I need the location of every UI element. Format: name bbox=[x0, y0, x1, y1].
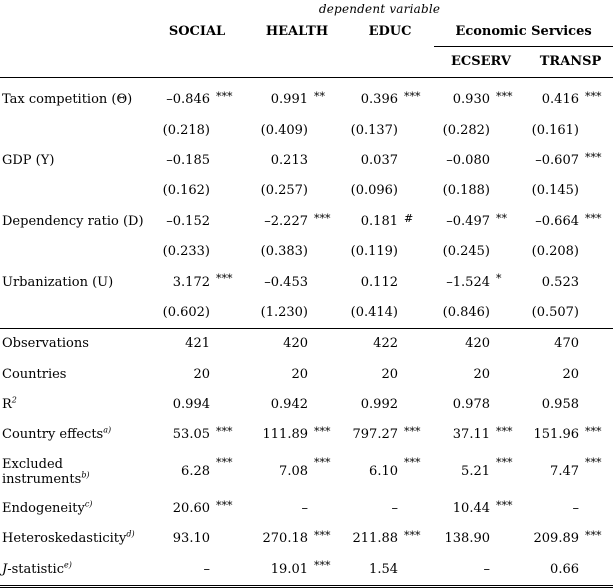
standard-error-value: (0.208) bbox=[531, 244, 579, 260]
significance-marker bbox=[210, 524, 248, 554]
statistic-value: 53.05 bbox=[172, 427, 210, 443]
standard-error-value: (0.161) bbox=[531, 122, 579, 138]
statistic-value: 0.994 bbox=[172, 397, 210, 413]
row-label-text: Excluded instruments bbox=[2, 457, 82, 488]
row-label-text: Heteroskedasticity bbox=[2, 531, 127, 547]
statistic-value: 20 bbox=[473, 366, 490, 382]
significance-empty bbox=[490, 176, 528, 206]
significance-marker bbox=[308, 360, 346, 390]
standard-error-value: (0.409) bbox=[260, 122, 308, 138]
column-header-transp: TRANSP bbox=[539, 54, 602, 69]
statistic-value: 1.54 bbox=[346, 554, 398, 586]
statistic-value: 422 bbox=[346, 329, 398, 360]
significance-marker: *** bbox=[216, 425, 233, 439]
significance-empty bbox=[490, 298, 528, 329]
standard-error-value: (0.602) bbox=[162, 304, 210, 320]
coefficient-value: –0.607 bbox=[535, 152, 579, 168]
coefficient-value: –0.080 bbox=[446, 152, 490, 168]
significance-empty bbox=[398, 298, 434, 329]
standard-error-value: (0.137) bbox=[350, 122, 398, 138]
significance-marker: * bbox=[496, 272, 502, 286]
significance-marker: *** bbox=[216, 455, 233, 469]
significance-marker: *** bbox=[496, 455, 513, 469]
significance-marker: *** bbox=[496, 498, 513, 512]
significance-marker bbox=[579, 390, 613, 420]
significance-marker bbox=[308, 494, 346, 524]
column-header-social: SOCIAL bbox=[168, 24, 226, 40]
standard-error-row bbox=[0, 298, 613, 329]
significance-marker: *** bbox=[216, 90, 233, 103]
row-label bbox=[0, 554, 146, 586]
row-label-superscript: b) bbox=[81, 470, 90, 480]
significance-empty bbox=[210, 237, 248, 267]
standard-error-value: (1.230) bbox=[260, 304, 308, 320]
row-label bbox=[0, 420, 146, 450]
coefficient-row bbox=[0, 267, 613, 297]
standard-error-value: (0.096) bbox=[350, 183, 398, 199]
statistic-value: 270.18 bbox=[262, 531, 308, 547]
row-label-text: R bbox=[2, 397, 12, 413]
coefficient-row bbox=[0, 207, 613, 237]
significance-marker: *** bbox=[585, 425, 602, 439]
significance-marker: *** bbox=[585, 90, 602, 103]
row-label-empty bbox=[0, 298, 146, 329]
significance-empty bbox=[210, 176, 248, 206]
significance-marker: *** bbox=[404, 455, 421, 469]
significance-marker bbox=[579, 329, 613, 360]
significance-marker bbox=[210, 207, 248, 237]
significance-marker: *** bbox=[216, 272, 233, 286]
significance-empty bbox=[210, 115, 248, 145]
statistic-row bbox=[0, 329, 613, 360]
coefficient-value: –0.152 bbox=[166, 213, 210, 229]
row-label-empty bbox=[0, 237, 146, 267]
significance-marker: *** bbox=[496, 90, 513, 103]
significance-marker: *** bbox=[314, 529, 331, 543]
statistic-value: 151.96 bbox=[533, 427, 579, 443]
significance-empty bbox=[308, 237, 346, 267]
standard-error-value: (0.188) bbox=[442, 183, 490, 199]
standard-error-row bbox=[0, 115, 613, 145]
significance-marker: ** bbox=[314, 90, 325, 103]
standard-error-value: (0.145) bbox=[531, 183, 579, 199]
statistic-value: 420 bbox=[248, 329, 308, 360]
statistic-value: 0.978 bbox=[452, 397, 490, 413]
significance-marker bbox=[490, 146, 528, 176]
coefficient-value: –0.453 bbox=[264, 274, 308, 290]
significance-empty bbox=[490, 115, 528, 145]
standard-error-value: (0.162) bbox=[162, 183, 210, 199]
significance-marker bbox=[210, 146, 248, 176]
row-label-superscript: e) bbox=[63, 560, 72, 570]
statistic-value: 37.11 bbox=[452, 427, 490, 443]
significance-marker bbox=[210, 390, 248, 420]
significance-marker: *** bbox=[404, 425, 421, 439]
statistic-value: 211.88 bbox=[352, 531, 398, 547]
row-label bbox=[0, 451, 146, 494]
dependent-variable-caption: dependent variable bbox=[318, 2, 441, 16]
significance-marker bbox=[308, 146, 346, 176]
coefficient-row bbox=[0, 146, 613, 176]
significance-marker bbox=[579, 360, 613, 390]
significance-marker bbox=[398, 494, 434, 524]
statistic-value: – bbox=[146, 554, 210, 586]
statistic-value: 20.60 bbox=[172, 500, 210, 516]
row-label-text: Countries bbox=[2, 366, 67, 382]
standard-error-value: (0.218) bbox=[162, 122, 210, 138]
statistic-row bbox=[0, 494, 613, 524]
significance-marker bbox=[210, 360, 248, 390]
statistic-row bbox=[0, 360, 613, 390]
statistic-row bbox=[0, 420, 613, 450]
statistic-value: 797.27 bbox=[352, 427, 398, 443]
row-label: Tax competition (Θ) bbox=[2, 92, 133, 108]
coefficient-value: 0.930 bbox=[452, 92, 490, 108]
row-label-text: Observations bbox=[2, 336, 89, 352]
significance-empty bbox=[308, 115, 346, 145]
coefficient-value: –0.497 bbox=[446, 213, 490, 229]
row-label-superscript: d) bbox=[126, 529, 135, 539]
standard-error-row bbox=[0, 176, 613, 206]
statistic-row bbox=[0, 451, 613, 494]
significance-marker bbox=[398, 554, 434, 586]
row-label-superscript: a) bbox=[103, 426, 112, 436]
significance-marker bbox=[490, 360, 528, 390]
significance-marker bbox=[398, 146, 434, 176]
standard-error-value: (0.245) bbox=[442, 244, 490, 260]
row-label: Urbanization (U) bbox=[2, 274, 114, 290]
statistic-value: 6.28 bbox=[181, 464, 210, 480]
standard-error-value: (0.846) bbox=[442, 304, 490, 320]
significance-empty bbox=[398, 176, 434, 206]
significance-marker: *** bbox=[314, 455, 331, 469]
significance-marker: *** bbox=[585, 150, 602, 164]
statistic-value: 209.89 bbox=[533, 531, 579, 547]
significance-empty bbox=[308, 298, 346, 329]
coefficient-value: –1.524 bbox=[446, 274, 490, 290]
statistic-value: 470 bbox=[528, 329, 579, 360]
column-header-health: HEALTH bbox=[265, 24, 329, 40]
significance-marker: *** bbox=[404, 90, 421, 103]
row-label bbox=[0, 329, 146, 360]
statistic-value: 0.958 bbox=[541, 397, 579, 413]
column-header-educ: EDUC bbox=[368, 24, 412, 40]
significance-marker bbox=[398, 360, 434, 390]
statistic-value: 0.992 bbox=[360, 397, 398, 413]
row-label-italic: J bbox=[2, 561, 8, 577]
coefficient-value: 0.416 bbox=[541, 92, 579, 108]
coefficient-value: 0.991 bbox=[270, 92, 308, 108]
significance-marker bbox=[398, 267, 434, 297]
significance-empty bbox=[579, 176, 613, 206]
coefficient-value: –0.185 bbox=[166, 152, 210, 168]
significance-marker bbox=[490, 554, 528, 586]
significance-empty bbox=[308, 176, 346, 206]
statistic-value: 111.89 bbox=[262, 427, 308, 443]
statistic-value: 20 bbox=[562, 366, 579, 382]
significance-empty bbox=[398, 237, 434, 267]
significance-marker: *** bbox=[308, 554, 346, 586]
statistic-value: 0.66 bbox=[528, 554, 579, 586]
statistic-value: 20 bbox=[193, 366, 210, 382]
statistic-value: 7.08 bbox=[279, 464, 308, 480]
significance-empty bbox=[398, 115, 434, 145]
row-label-text: Endogeneity bbox=[2, 500, 85, 516]
statistic-value: 421 bbox=[146, 329, 210, 360]
standard-error-value: (0.257) bbox=[260, 183, 308, 199]
statistic-row bbox=[0, 524, 613, 554]
significance-marker: *** bbox=[404, 529, 421, 543]
significance-marker: *** bbox=[314, 425, 331, 439]
standard-error-value: (0.119) bbox=[350, 244, 398, 260]
row-label bbox=[0, 524, 146, 554]
coefficient-value: –0.846 bbox=[166, 92, 210, 108]
significance-marker bbox=[490, 524, 528, 554]
statistic-value: 0.942 bbox=[270, 397, 308, 413]
significance-marker bbox=[308, 267, 346, 297]
significance-marker: *** bbox=[585, 529, 602, 543]
coefficient-value: 0.523 bbox=[541, 274, 579, 290]
row-label-text: Country effects bbox=[2, 427, 104, 443]
statistic-value: 19.01 bbox=[248, 554, 308, 586]
row-label-superscript: 2 bbox=[11, 395, 17, 405]
row-label-superscript: c) bbox=[84, 499, 93, 509]
coefficient-value: 3.172 bbox=[172, 274, 210, 290]
standard-error-value: (0.233) bbox=[162, 244, 210, 260]
column-header-ecserv: ECSERV bbox=[451, 54, 511, 69]
statistic-value: 20 bbox=[381, 366, 398, 382]
standard-error-value: (0.383) bbox=[260, 244, 308, 260]
row-label: GDP (Y) bbox=[2, 152, 55, 168]
coefficient-value: 0.037 bbox=[360, 152, 398, 168]
coefficient-value: 0.396 bbox=[360, 92, 398, 108]
row-label-empty bbox=[0, 115, 146, 145]
statistic-value: 93.10 bbox=[172, 531, 210, 547]
coefficient-value: 0.112 bbox=[360, 274, 398, 290]
row-label: Dependency ratio (D) bbox=[2, 213, 144, 229]
significance-marker: *** bbox=[216, 498, 233, 512]
coefficient-value: –2.227 bbox=[264, 213, 308, 229]
significance-marker: # bbox=[404, 211, 414, 225]
row-label-empty bbox=[0, 176, 146, 206]
statistic-value: – bbox=[434, 554, 490, 586]
row-label bbox=[0, 360, 146, 390]
statistic-value: – bbox=[391, 500, 398, 516]
significance-marker bbox=[308, 329, 346, 360]
significance-marker bbox=[308, 390, 346, 420]
coefficient-value: 0.181 bbox=[360, 213, 398, 229]
statistic-value: 10.44 bbox=[452, 500, 490, 516]
coefficient-value: –0.664 bbox=[535, 213, 579, 229]
significance-marker: *** bbox=[314, 211, 331, 225]
significance-empty bbox=[579, 237, 613, 267]
statistic-value: – bbox=[301, 500, 308, 516]
significance-marker bbox=[210, 554, 248, 586]
significance-empty bbox=[210, 298, 248, 329]
row-label bbox=[0, 390, 146, 420]
coefficient-row bbox=[0, 85, 613, 115]
standard-error-row bbox=[0, 237, 613, 267]
significance-marker bbox=[579, 494, 613, 524]
significance-empty bbox=[490, 237, 528, 267]
statistic-row bbox=[0, 390, 613, 420]
significance-marker: *** bbox=[585, 455, 602, 469]
group-header-economic-services: Economic Services bbox=[434, 18, 613, 47]
statistic-value: – bbox=[572, 500, 579, 516]
statistic-value: 7.47 bbox=[550, 464, 579, 480]
coefficient-value: 0.213 bbox=[270, 152, 308, 168]
standard-error-value: (0.507) bbox=[531, 304, 579, 320]
statistic-value: 5.21 bbox=[461, 464, 490, 480]
significance-empty bbox=[579, 115, 613, 145]
significance-marker bbox=[398, 390, 434, 420]
significance-marker bbox=[579, 267, 613, 297]
significance-marker: *** bbox=[496, 425, 513, 439]
standard-error-value: (0.414) bbox=[350, 304, 398, 320]
significance-marker bbox=[490, 329, 528, 360]
significance-marker bbox=[490, 390, 528, 420]
statistic-value: 138.90 bbox=[444, 531, 490, 547]
standard-error-value: (0.282) bbox=[442, 122, 490, 138]
significance-marker: *** bbox=[585, 211, 602, 225]
statistic-value: 420 bbox=[434, 329, 490, 360]
significance-marker: ** bbox=[496, 211, 507, 225]
row-label bbox=[0, 494, 146, 524]
statistic-value: 6.10 bbox=[369, 464, 398, 480]
statistic-value: 20 bbox=[291, 366, 308, 382]
significance-marker bbox=[210, 329, 248, 360]
statistic-row bbox=[0, 554, 613, 586]
significance-marker bbox=[398, 329, 434, 360]
significance-empty bbox=[579, 298, 613, 329]
row-label-text: -statistic bbox=[7, 561, 64, 577]
significance-marker bbox=[579, 554, 613, 586]
